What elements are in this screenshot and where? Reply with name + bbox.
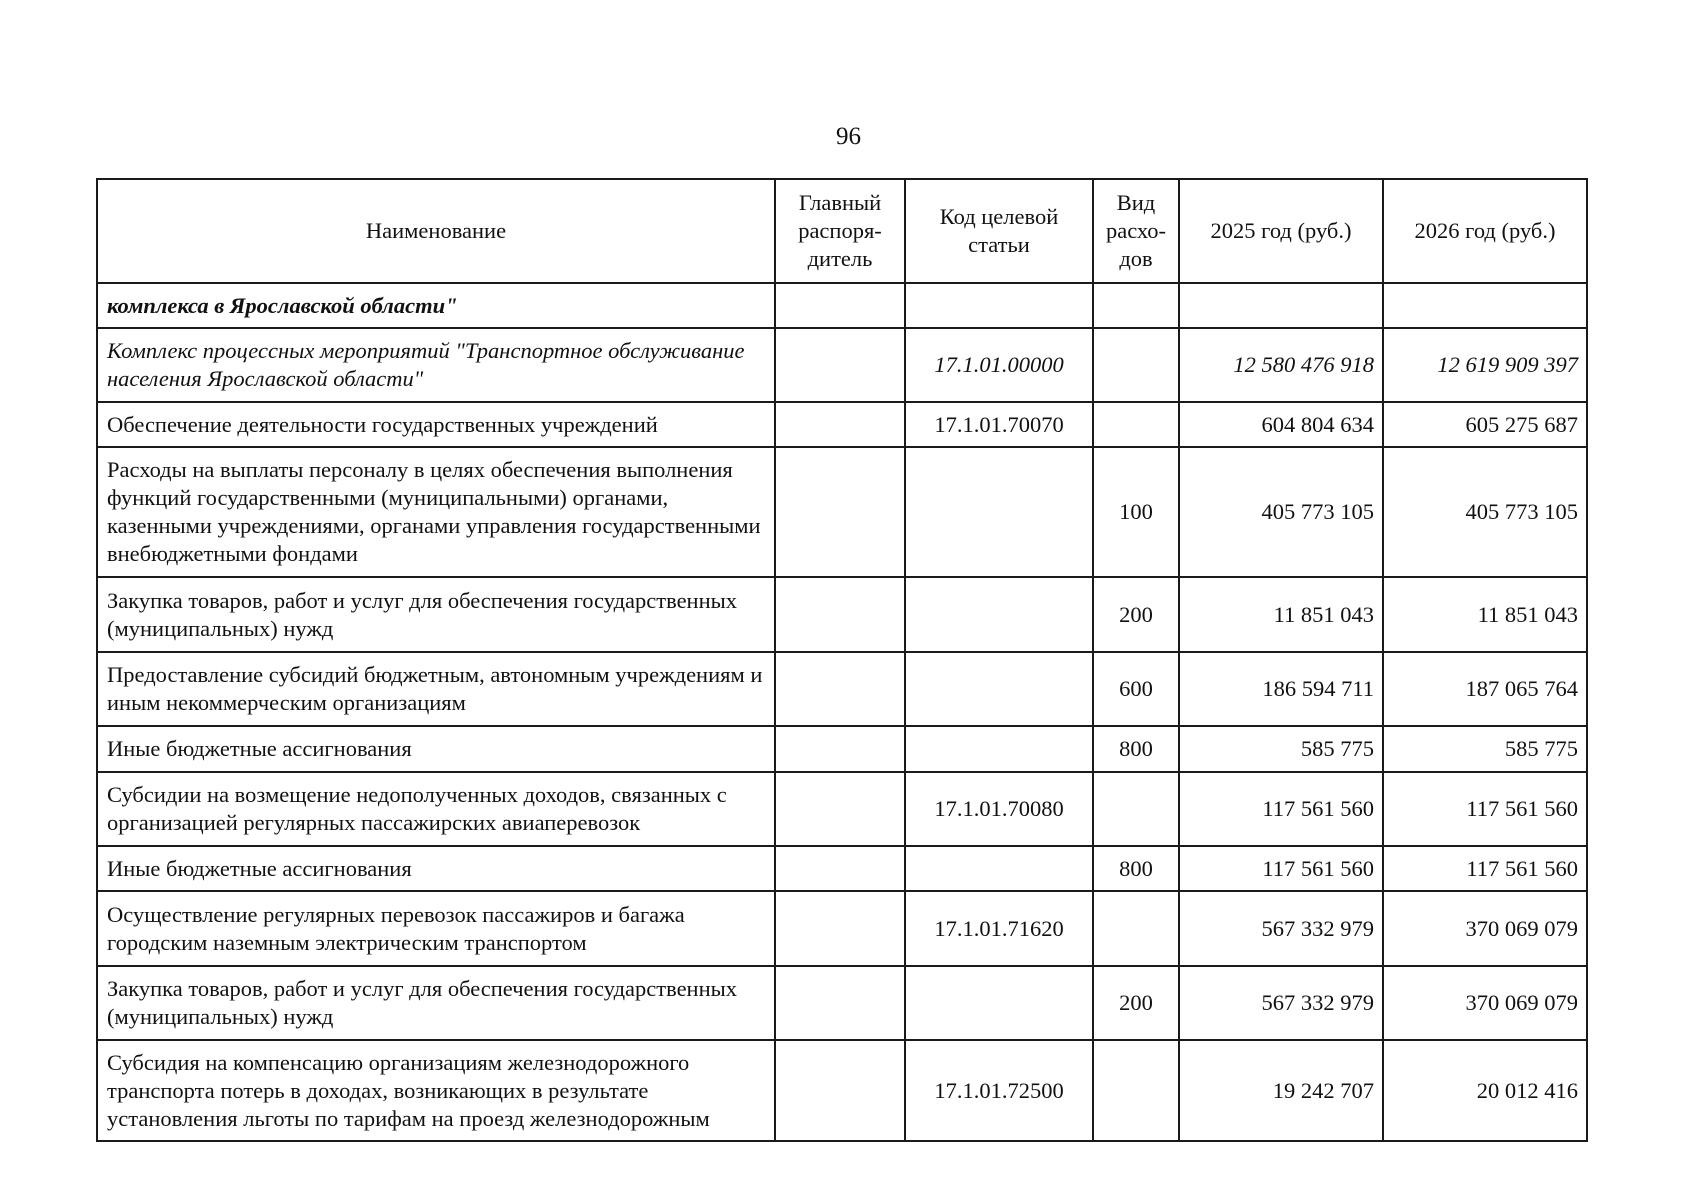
cell-2025: 117 561 560: [1179, 772, 1383, 846]
cell-2026: 370 069 079: [1383, 891, 1587, 966]
table-row: [97, 966, 1587, 1040]
cell-name: Субсидии на возмещение недополученных доходов, связанных с организацией регулярных пассажирских авиаперевозок: [97, 772, 775, 846]
table-row: [97, 447, 1587, 577]
table-row: [97, 772, 1587, 846]
cell-code: 17.1.01.70070: [905, 402, 1093, 447]
header-type: Вид расхо-дов: [1093, 179, 1179, 283]
cell-name: Иные бюджетные ассигнования: [97, 846, 775, 891]
cell-2025: [1179, 283, 1383, 328]
cell-2026: 187 065 764: [1383, 652, 1587, 726]
cell-name: комплекса в Ярославской области": [97, 283, 775, 328]
cell-name: Обеспечение деятельности государственных учреждений: [97, 402, 775, 447]
table-row: [97, 726, 1587, 772]
cell-2026: 370 069 079: [1383, 966, 1587, 1040]
cell-2025: 604 804 634: [1179, 402, 1383, 447]
cell-type: [1093, 328, 1179, 402]
cell-code: 17.1.01.00000: [905, 328, 1093, 402]
cell-manager: [775, 966, 905, 1040]
cell-type: [1093, 402, 1179, 447]
cell-type: [1093, 1040, 1179, 1141]
cell-manager: [775, 726, 905, 772]
cell-code: 17.1.01.70080: [905, 772, 1093, 846]
cell-name: Субсидия на компенсацию организациям железнодорожного транспорта потерь в доходах, возникающих в результате установления льготы по тарифам на проезд железнодорожным: [97, 1040, 775, 1141]
cell-2026: [1383, 283, 1587, 328]
cell-2025: 186 594 711: [1179, 652, 1383, 726]
cell-2026: 117 561 560: [1383, 846, 1587, 891]
cell-name: Закупка товаров, работ и услуг для обеспечения государственных (муниципальных) нужд: [97, 577, 775, 652]
budget-table: [96, 178, 1588, 1142]
cell-manager: [775, 577, 905, 652]
cell-2025: 12 580 476 918: [1179, 328, 1383, 402]
cell-manager: [775, 772, 905, 846]
cell-2026: 20 012 416: [1383, 1040, 1587, 1141]
header-name: Наименование: [97, 179, 775, 283]
cell-code: [905, 283, 1093, 328]
cell-2025: 19 242 707: [1179, 1040, 1383, 1141]
table-row: [97, 402, 1587, 447]
cell-name: Расходы на выплаты персоналу в целях обеспечения выполнения функций государственными (муниципальными) органами, казенными учреждениями, органами управления государственными внебюджетными фондами: [97, 447, 775, 577]
cell-2026: 585 775: [1383, 726, 1587, 772]
header-2025: 2025 год (руб.): [1179, 179, 1383, 283]
cell-code: 17.1.01.72500: [905, 1040, 1093, 1141]
cell-type: [1093, 891, 1179, 966]
cell-code: [905, 652, 1093, 726]
cell-2025: 405 773 105: [1179, 447, 1383, 577]
cell-type: 200: [1093, 966, 1179, 1040]
cell-2025: 117 561 560: [1179, 846, 1383, 891]
cell-type: 200: [1093, 577, 1179, 652]
table-row: [97, 577, 1587, 652]
cell-2025: 567 332 979: [1179, 966, 1383, 1040]
cell-manager: [775, 652, 905, 726]
cell-code: [905, 726, 1093, 772]
table-row: [97, 846, 1587, 891]
cell-manager: [775, 891, 905, 966]
cell-type: 100: [1093, 447, 1179, 577]
header-manager: Главный распоря-дитель: [775, 179, 905, 283]
cell-code: [905, 447, 1093, 577]
table-row: [97, 283, 1587, 328]
cell-name: Иные бюджетные ассигнования: [97, 726, 775, 772]
cell-type: 600: [1093, 652, 1179, 726]
cell-manager: [775, 328, 905, 402]
table-row: [97, 1040, 1587, 1141]
cell-manager: [775, 1040, 905, 1141]
cell-code: [905, 966, 1093, 1040]
cell-2025: 11 851 043: [1179, 577, 1383, 652]
cell-manager: [775, 283, 905, 328]
cell-manager: [775, 447, 905, 577]
cell-type: [1093, 772, 1179, 846]
cell-type: [1093, 283, 1179, 328]
cell-code: 17.1.01.71620: [905, 891, 1093, 966]
header-2026: 2026 год (руб.): [1383, 179, 1587, 283]
cell-2026: 117 561 560: [1383, 772, 1587, 846]
cell-2025: 567 332 979: [1179, 891, 1383, 966]
table-row: [97, 652, 1587, 726]
cell-2026: 11 851 043: [1383, 577, 1587, 652]
table-row: [97, 328, 1587, 402]
cell-type: 800: [1093, 846, 1179, 891]
cell-name: Предоставление субсидий бюджетным, автономным учреждениям и иным некоммерческим организациям: [97, 652, 775, 726]
page-number: 96: [836, 123, 861, 150]
cell-2026: 605 275 687: [1383, 402, 1587, 447]
cell-type: 800: [1093, 726, 1179, 772]
cell-name: Закупка товаров, работ и услуг для обеспечения государственных (муниципальных) нужд: [97, 966, 775, 1040]
cell-2025: 585 775: [1179, 726, 1383, 772]
cell-name: Комплекс процессных мероприятий "Транспортное обслуживание населения Ярославской области": [97, 328, 775, 402]
cell-code: [905, 577, 1093, 652]
table-row: [97, 891, 1587, 966]
header-code: Код целевой статьи: [905, 179, 1093, 283]
table-header-row: [97, 179, 1587, 283]
cell-code: [905, 846, 1093, 891]
cell-manager: [775, 846, 905, 891]
cell-manager: [775, 402, 905, 447]
cell-name: Осуществление регулярных перевозок пассажиров и багажа городским наземным электрическим транспортом: [97, 891, 775, 966]
cell-2026: 12 619 909 397: [1383, 328, 1587, 402]
cell-2026: 405 773 105: [1383, 447, 1587, 577]
